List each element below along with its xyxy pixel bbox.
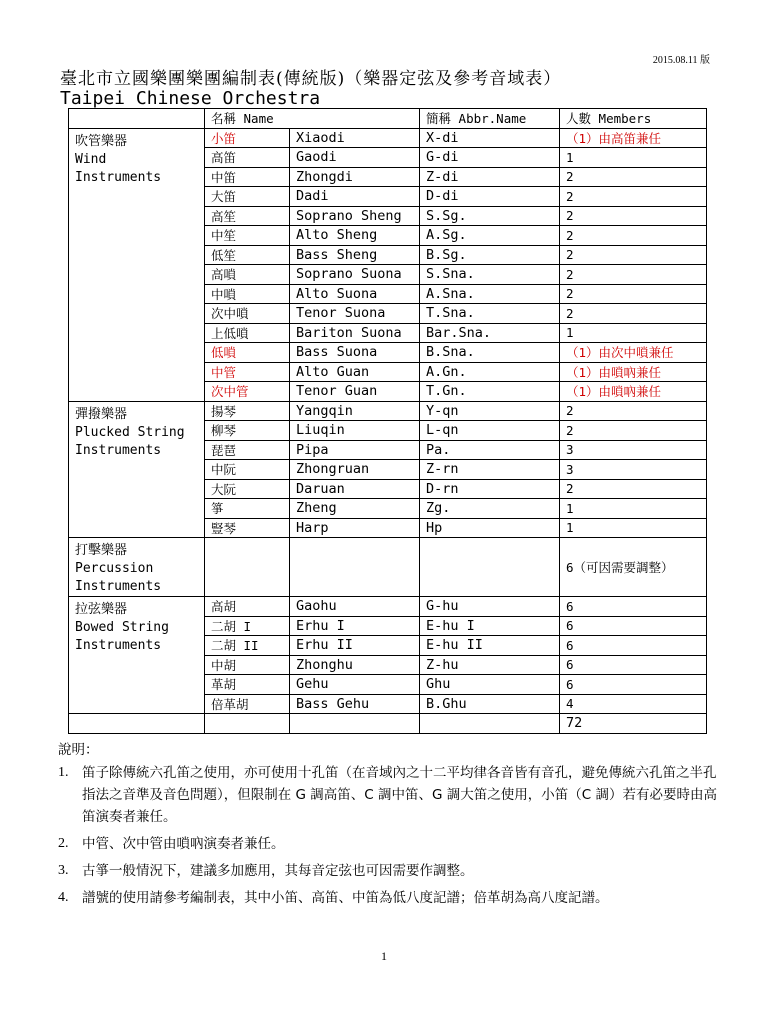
page-number: 1 bbox=[381, 949, 387, 963]
header-members: 人數 Members bbox=[560, 109, 707, 129]
instrument-abbr: Pa. bbox=[420, 440, 560, 460]
instrument-members: 2 bbox=[560, 245, 707, 265]
document-title-zh: 臺北市立國樂團樂團編制表(傳統版)（樂器定弦及參考音域表） bbox=[60, 69, 562, 89]
instrument-name-zh: 二胡 I bbox=[205, 616, 290, 636]
instrument-members: 3 bbox=[560, 440, 707, 460]
instrument-abbr: T.Sna. bbox=[420, 304, 560, 324]
document-title-en: Taipei Chinese Orchestra bbox=[60, 88, 321, 109]
instrument-name-zh: 中笛 bbox=[205, 167, 290, 187]
instrument-abbr: Z-di bbox=[420, 167, 560, 187]
instrument-name-zh: 小笛 bbox=[205, 128, 290, 148]
instrument-members: 2 bbox=[560, 304, 707, 324]
instrument-members: 2 bbox=[560, 187, 707, 207]
category-cell: 彈撥樂器 Plucked String Instruments bbox=[69, 401, 205, 538]
table-header-row bbox=[69, 109, 707, 129]
note-item bbox=[58, 860, 718, 882]
instrument-abbr: D-rn bbox=[420, 479, 560, 499]
instrument-members: （1）由嗩吶兼任 bbox=[560, 362, 707, 382]
table-total-row bbox=[69, 714, 707, 734]
instrument-members: 2 bbox=[560, 206, 707, 226]
empty-cell bbox=[290, 714, 420, 734]
instrument-abbr: B.Sna. bbox=[420, 343, 560, 363]
instrument-name-zh: 中嗩 bbox=[205, 284, 290, 304]
instrument-abbr: E-hu II bbox=[420, 636, 560, 656]
instrument-members: （1）由嗩吶兼任 bbox=[560, 382, 707, 402]
instrument-abbr: L-qn bbox=[420, 421, 560, 441]
instrument-name-en: Liuqin bbox=[290, 421, 420, 441]
table-row bbox=[69, 597, 707, 617]
table-row bbox=[69, 401, 707, 421]
instrument-name-zh: 革胡 bbox=[205, 675, 290, 695]
instrument-members: 2 bbox=[560, 265, 707, 285]
table-row bbox=[69, 538, 707, 597]
instrument-members: 1 bbox=[560, 148, 707, 168]
instrument-members: 1 bbox=[560, 499, 707, 519]
instrument-members: 2 bbox=[560, 479, 707, 499]
note-text: 中管、次中管由嗩吶演奏者兼任。 bbox=[82, 836, 285, 852]
instrument-name-en: Zhongdi bbox=[290, 167, 420, 187]
instrument-name-en: Gaodi bbox=[290, 148, 420, 168]
instrument-members: 2 bbox=[560, 167, 707, 187]
instrument-name-en: Yangqin bbox=[290, 401, 420, 421]
header-abbr: 簡稱 Abbr.Name bbox=[420, 109, 560, 129]
instrument-name-en: Alto Suona bbox=[290, 284, 420, 304]
instrument-members: （1）由高笛兼任 bbox=[560, 128, 707, 148]
instrument-name-en: Tenor Suona bbox=[290, 304, 420, 324]
instrument-name-zh: 中胡 bbox=[205, 655, 290, 675]
instrument-name-zh: 次中嗩 bbox=[205, 304, 290, 324]
instrument-members: 6 bbox=[560, 655, 707, 675]
total-members: 72 bbox=[560, 714, 707, 734]
instrument-members: 4 bbox=[560, 694, 707, 714]
instrument-name-zh: 高胡 bbox=[205, 597, 290, 617]
note-item bbox=[58, 833, 718, 855]
empty-cell bbox=[69, 714, 205, 734]
note-number: 3. bbox=[58, 863, 69, 878]
instrument-abbr: B.Ghu bbox=[420, 694, 560, 714]
instrument-members: 2 bbox=[560, 226, 707, 246]
category-cell: 拉弦樂器 Bowed String Instruments bbox=[69, 597, 205, 714]
instrument-members: 2 bbox=[560, 284, 707, 304]
instrument-name-en: Tenor Guan bbox=[290, 382, 420, 402]
instrument-name-zh: 中笙 bbox=[205, 226, 290, 246]
instrument-name-zh: 柳琴 bbox=[205, 421, 290, 441]
document-date: 2015.08.11 版 bbox=[652, 55, 710, 66]
instrument-name-en: Dadi bbox=[290, 187, 420, 207]
instrument-name-en: Harp bbox=[290, 518, 420, 538]
instrument-members: 1 bbox=[560, 518, 707, 538]
instrument-name-zh: 大笛 bbox=[205, 187, 290, 207]
instrument-name-zh: 揚琴 bbox=[205, 401, 290, 421]
instrument-name-zh: 次中管 bbox=[205, 382, 290, 402]
instrument-abbr: Y-qn bbox=[420, 401, 560, 421]
instrument-abbr: E-hu I bbox=[420, 616, 560, 636]
instrument-name-en: Daruan bbox=[290, 479, 420, 499]
instrument-name-zh bbox=[205, 538, 290, 597]
note-text: 譜號的使用請參考編制表，其中小笛、高笛、中笛為低八度記譜；倍革胡為高八度記譜。 bbox=[82, 890, 609, 906]
instrument-name-zh: 豎琴 bbox=[205, 518, 290, 538]
table-row bbox=[69, 128, 707, 148]
instrument-name-en bbox=[290, 538, 420, 597]
empty-cell bbox=[420, 714, 560, 734]
instrument-abbr bbox=[420, 538, 560, 597]
instrument-abbr: D-di bbox=[420, 187, 560, 207]
instrument-abbr: A.Sna. bbox=[420, 284, 560, 304]
note-number: 2. bbox=[58, 836, 69, 851]
instrument-abbr: Hp bbox=[420, 518, 560, 538]
instrument-name-en: Soprano Sheng bbox=[290, 206, 420, 226]
instrument-abbr: G-hu bbox=[420, 597, 560, 617]
instrument-name-zh: 二胡 II bbox=[205, 636, 290, 656]
instrument-members: 1 bbox=[560, 323, 707, 343]
instrument-name-en: Bass Suona bbox=[290, 343, 420, 363]
instrument-abbr: S.Sna. bbox=[420, 265, 560, 285]
instrument-name-en: Alto Sheng bbox=[290, 226, 420, 246]
note-number: 4. bbox=[58, 890, 69, 905]
instrument-name-zh: 倍革胡 bbox=[205, 694, 290, 714]
instrument-name-zh: 高嗩 bbox=[205, 265, 290, 285]
instrument-name-en: Erhu II bbox=[290, 636, 420, 656]
instrument-abbr: X-di bbox=[420, 128, 560, 148]
category-cell: 吹管樂器 Wind Instruments bbox=[69, 128, 205, 401]
instrument-name-zh: 低笙 bbox=[205, 245, 290, 265]
instrument-members: 6 bbox=[560, 675, 707, 695]
instrument-name-zh: 中阮 bbox=[205, 460, 290, 480]
empty-cell bbox=[205, 714, 290, 734]
note-number: 1. bbox=[58, 765, 69, 780]
instrument-members: （1）由次中嗩兼任 bbox=[560, 343, 707, 363]
instrument-name-zh: 大阮 bbox=[205, 479, 290, 499]
instrument-name-en: Gehu bbox=[290, 675, 420, 695]
orchestra-table-body bbox=[69, 109, 707, 734]
note-text: 笛子除傳統六孔笛之使用，亦可使用十孔笛（在音域內之十二平均律各音皆有音孔，避免傳統六孔笛之半孔指法之音準及音色問題），但限制在 G 調高笛、C 調中笛、G 調大笛之使用，小笛（C 調）若有必要時由高笛演奏者兼任。 bbox=[82, 765, 717, 825]
header-category-cell bbox=[69, 109, 205, 129]
orchestra-table bbox=[68, 108, 707, 734]
instrument-name-zh: 琵琶 bbox=[205, 440, 290, 460]
instrument-name-en: Soprano Suona bbox=[290, 265, 420, 285]
note-item bbox=[58, 887, 718, 909]
instrument-abbr: T.Gn. bbox=[420, 382, 560, 402]
instrument-name-zh: 上低嗩 bbox=[205, 323, 290, 343]
instrument-abbr: G-di bbox=[420, 148, 560, 168]
instrument-members: 6（可因需要調整） bbox=[560, 538, 707, 597]
instrument-name-en: Alto Guan bbox=[290, 362, 420, 382]
instrument-abbr: A.Sg. bbox=[420, 226, 560, 246]
notes-section bbox=[58, 738, 718, 914]
category-cell: 打擊樂器 Percussion Instruments bbox=[69, 538, 205, 597]
instrument-name-en: Zhongruan bbox=[290, 460, 420, 480]
instrument-abbr: S.Sg. bbox=[420, 206, 560, 226]
instrument-abbr: Z-rn bbox=[420, 460, 560, 480]
instrument-name-en: Gaohu bbox=[290, 597, 420, 617]
instrument-abbr: Z-hu bbox=[420, 655, 560, 675]
instrument-name-en: Erhu I bbox=[290, 616, 420, 636]
instrument-members: 6 bbox=[560, 616, 707, 636]
instrument-name-zh: 箏 bbox=[205, 499, 290, 519]
instrument-name-zh: 高笛 bbox=[205, 148, 290, 168]
instrument-members: 3 bbox=[560, 460, 707, 480]
notes-title: 說明： bbox=[58, 742, 99, 758]
instrument-members: 2 bbox=[560, 401, 707, 421]
instrument-abbr: Ghu bbox=[420, 675, 560, 695]
instrument-abbr: Bar.Sna. bbox=[420, 323, 560, 343]
notes-list bbox=[58, 762, 718, 909]
instrument-abbr: Zg. bbox=[420, 499, 560, 519]
instrument-name-en: Zhonghu bbox=[290, 655, 420, 675]
note-item bbox=[58, 762, 718, 828]
instrument-name-zh: 中管 bbox=[205, 362, 290, 382]
instrument-name-zh: 高笙 bbox=[205, 206, 290, 226]
instrument-name-en: Bariton Suona bbox=[290, 323, 420, 343]
instrument-name-zh: 低嗩 bbox=[205, 343, 290, 363]
instrument-name-en: Bass Sheng bbox=[290, 245, 420, 265]
instrument-members: 2 bbox=[560, 421, 707, 441]
instrument-abbr: B.Sg. bbox=[420, 245, 560, 265]
instrument-name-en: Xiaodi bbox=[290, 128, 420, 148]
note-text: 古箏一般情況下，建議多加應用，其每音定弦也可因需要作調整。 bbox=[82, 863, 474, 879]
instrument-name-en: Pipa bbox=[290, 440, 420, 460]
instrument-members: 6 bbox=[560, 636, 707, 656]
header-name: 名稱 Name bbox=[205, 109, 420, 129]
instrument-members: 6 bbox=[560, 597, 707, 617]
instrument-name-en: Bass Gehu bbox=[290, 694, 420, 714]
instrument-abbr: A.Gn. bbox=[420, 362, 560, 382]
instrument-name-en: Zheng bbox=[290, 499, 420, 519]
